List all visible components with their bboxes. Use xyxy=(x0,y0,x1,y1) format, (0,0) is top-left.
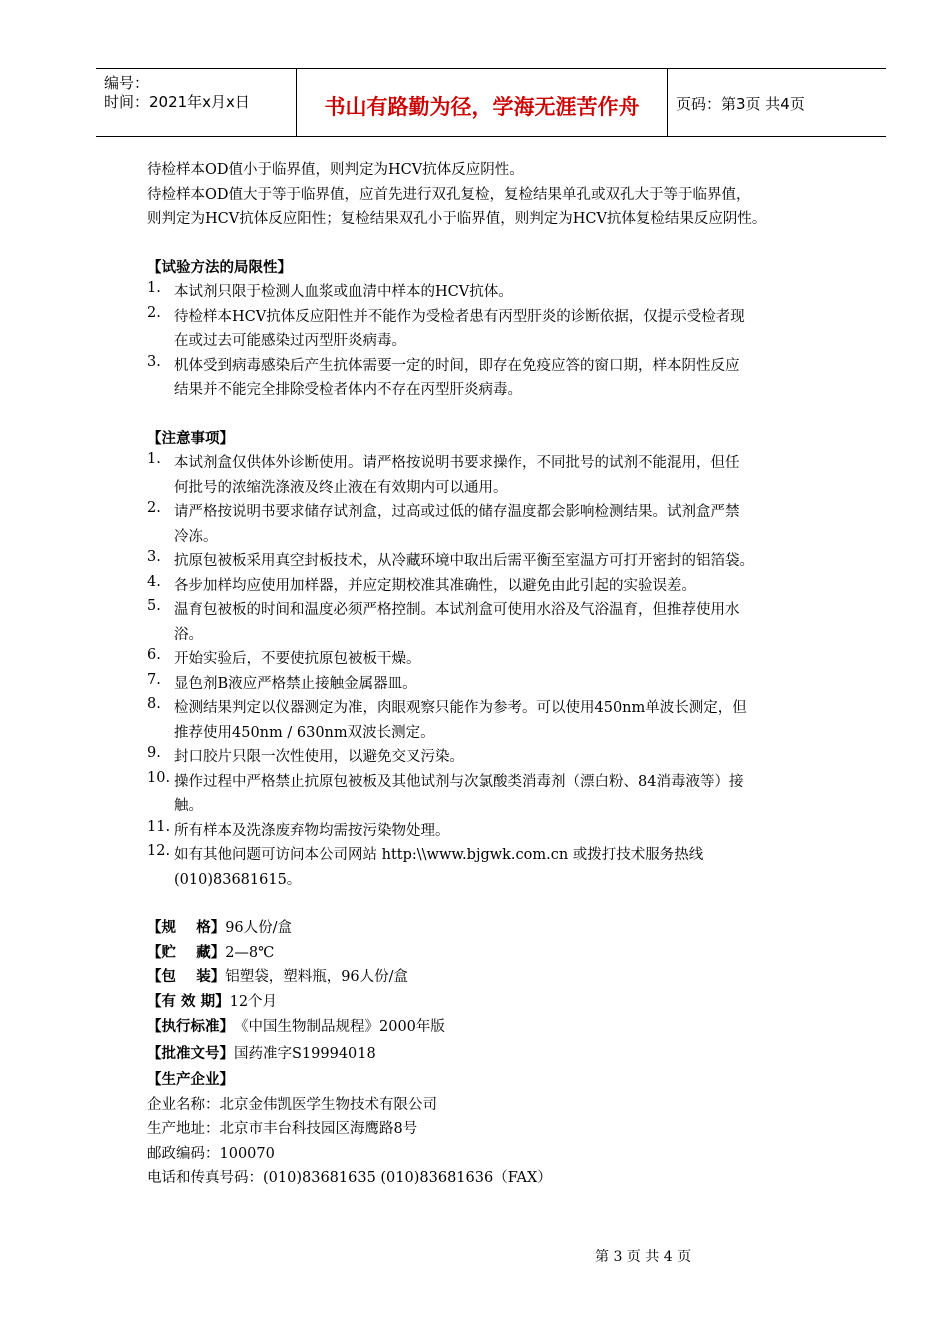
spec-label: 【包 装】 xyxy=(147,969,226,985)
spec-value: 铝塑袋，塑料瓶，96人份/盒 xyxy=(225,969,409,985)
list-item-number: 7. xyxy=(147,671,161,688)
document-number-label: 编号： xyxy=(104,74,150,92)
list-item-text: (010)83681615。 xyxy=(174,871,302,888)
list-item-text: 所有样本及洗涤废弃物均需按污染物处理。 xyxy=(174,822,450,839)
list-item-text: 机体受到病毒感染后产生抗体需要一定的时间，即存在免疫应答的窗口期，样本阴性反应 xyxy=(174,357,740,374)
list-item-number: 9. xyxy=(147,745,161,761)
notes-section xyxy=(147,427,847,893)
list-item-number: 3. xyxy=(147,549,161,565)
limitations-section xyxy=(147,256,847,403)
list-item-text: 推荐使用450nm / 630nm双波长测定。 xyxy=(174,724,435,741)
intro-line: 则判定为HCV抗体反应阳性；复检结果双孔小于临界值，则判定为HCV抗体复检结果反应阴性。 xyxy=(147,211,767,227)
header-page-cell xyxy=(668,69,886,136)
list-item-number: 4. xyxy=(147,573,161,590)
spec-row xyxy=(147,1014,847,1041)
list-item-number: 2. xyxy=(147,500,161,516)
list-item-number: 1. xyxy=(147,280,161,296)
list-item-text: 本试剂只限于检测人血浆或血清中样本的HCV抗体。 xyxy=(174,284,513,300)
list-item xyxy=(147,549,847,574)
list-item-text: 浴。 xyxy=(174,626,203,643)
limitations-list xyxy=(147,280,847,403)
header-motto: 书山有路勤为径，学海无涯苦作舟 xyxy=(324,95,640,119)
spec-row xyxy=(147,965,847,990)
list-item-number: 1. xyxy=(147,451,161,467)
list-item xyxy=(147,696,847,745)
page-header xyxy=(96,68,886,137)
list-item-text: 封口胶片只限一次性使用，以避免交叉污染。 xyxy=(174,749,464,765)
list-item xyxy=(147,574,847,599)
list-item xyxy=(147,843,847,892)
notes-list xyxy=(147,451,847,892)
list-item-text: 触。 xyxy=(174,798,203,814)
list-item-text: 待检样本HCV抗体反应阳性并不能作为受检者患有丙型肝炎的诊断依据，仅提示受检者现 xyxy=(174,308,745,325)
spec-value: 国药准字S19994018 xyxy=(234,1046,376,1062)
manufacturer-address: 生产地址：北京市丰台科技园区海鹰路8号 xyxy=(147,1121,418,1137)
list-item-text: 检测结果判定以仪器测定为准，肉眼观察只能作为参考。可以使用450nm单波长测定，但 xyxy=(174,700,747,716)
list-item-text: 温育包被板的时间和温度必须严格控制。本试剂盒可使用水浴及气浴温育，但推荐使用水 xyxy=(174,602,740,618)
manufacturer-postcode: 邮政编码：100070 xyxy=(147,1145,275,1162)
spec-value: 2—8℃ xyxy=(225,944,275,961)
list-item-text: 在或过去可能感染过丙型肝炎病毒。 xyxy=(174,333,406,349)
intro-line: 待检样本OD值大于等于临界值，应首先进行双孔复检，复检结果单孔或双孔大于等于临界值， xyxy=(147,186,751,203)
list-item xyxy=(147,647,847,672)
list-item-text: 如有其他问题可访问本公司网站 http:\\www.bjgwk.com.cn 或拨打技术服务热线 xyxy=(174,847,704,863)
list-item-number: 5. xyxy=(147,598,161,614)
list-item xyxy=(147,354,847,403)
list-item-text: 各步加样均应使用加样器，并应定期校准其准确性，以避免由此引起的实验误差。 xyxy=(174,577,696,594)
spec-label: 【有 效 期】 xyxy=(147,993,230,1010)
intro-line: 待检样本OD值小于临界值，则判定为HCV抗体反应阴性。 xyxy=(147,162,524,178)
list-item-text: 结果并不能完全排除受检者体内不存在丙型肝炎病毒。 xyxy=(174,382,522,398)
list-item-text: 抗原包被板采用真空封板技术，从冷藏环境中取出后需平衡至室温方可打开密封的铝箔袋。 xyxy=(174,553,754,569)
manufacturer-section xyxy=(147,1068,847,1191)
manufacturer-name: 企业名称：北京金伟凯医学生物技术有限公司 xyxy=(147,1096,437,1113)
spec-row xyxy=(147,916,847,941)
list-item xyxy=(147,745,847,770)
document-body xyxy=(147,158,847,1191)
spec-value: 96人份/盒 xyxy=(225,920,293,936)
list-item-text: 操作过程中严格禁止抗原包被板及其他试剂与次氯酸类消毒剂（漂白粉、84消毒液等）接 xyxy=(174,773,744,790)
list-item-text: 显色剂B液应严格禁止接触金属器皿。 xyxy=(174,675,417,692)
list-item xyxy=(147,500,847,549)
list-item xyxy=(147,819,847,844)
header-page-number: 页码：第3页 共4页 xyxy=(676,95,805,113)
list-item-text: 何批号的浓缩洗涤液及终止液在有效期内可以通用。 xyxy=(174,479,508,496)
manufacturer-heading: 【生产企业】 xyxy=(147,1072,234,1088)
header-info-cell xyxy=(96,69,297,136)
spec-row xyxy=(147,1041,847,1068)
list-item-text: 开始实验后，不要使抗原包被板干燥。 xyxy=(174,651,421,667)
notes-heading: 【注意事项】 xyxy=(147,430,234,447)
list-item-number: 10. xyxy=(147,769,171,786)
list-item xyxy=(147,770,847,819)
list-item xyxy=(147,280,847,305)
limitations-heading: 【试验方法的局限性】 xyxy=(147,259,292,276)
list-item xyxy=(147,305,847,354)
specifications-section xyxy=(147,916,847,1068)
spec-value: 12个月 xyxy=(229,993,278,1010)
list-item xyxy=(147,672,847,697)
intro-section xyxy=(147,158,847,232)
list-item-number: 11. xyxy=(147,818,171,835)
list-item xyxy=(147,451,847,500)
spec-label: 【规 格】 xyxy=(147,920,226,936)
list-item-text: 冷冻。 xyxy=(174,528,218,545)
spec-label: 【批准文号】 xyxy=(147,1046,234,1062)
manufacturer-phone-fax: 电话和传真号码：(010)83681635 (010)83681636（FAX） xyxy=(147,1170,552,1186)
spec-label: 【执行标准】 xyxy=(147,1019,234,1035)
list-item-number: 6. xyxy=(147,647,161,663)
list-item-text: 本试剂盒仅供体外诊断使用。请严格按说明书要求操作，不同批号的试剂不能混用，但任 xyxy=(174,455,740,471)
list-item-number: 2. xyxy=(147,304,161,321)
list-item-text: 请严格按说明书要求储存试剂盒，过高或过低的储存温度都会影响检测结果。试剂盒严禁 xyxy=(174,504,740,520)
list-item-number: 8. xyxy=(147,696,161,712)
spec-row xyxy=(147,990,847,1015)
list-item xyxy=(147,598,847,647)
spec-row xyxy=(147,941,847,966)
list-item-number: 12. xyxy=(147,843,171,859)
document-date-label: 时间：2021年x月x日 xyxy=(104,93,250,111)
list-item-number: 3. xyxy=(147,353,161,370)
spec-label: 【贮 藏】 xyxy=(147,944,226,961)
spec-value: 《中国生物制品规程》2000年版 xyxy=(234,1019,445,1035)
header-motto-cell xyxy=(297,69,668,136)
page-footer: 第 3 页 共 4 页 xyxy=(595,1249,692,1265)
